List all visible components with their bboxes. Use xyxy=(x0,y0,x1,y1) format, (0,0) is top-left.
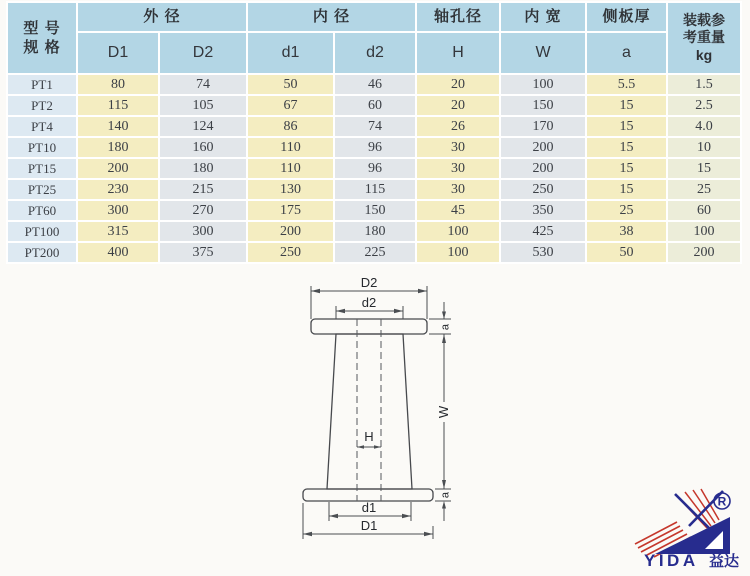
table-row xyxy=(8,201,740,220)
cell-value: 30 xyxy=(417,138,499,157)
cell-value: 1.5 xyxy=(668,75,740,94)
logo-wordmark: YIDA xyxy=(644,551,699,570)
cell-value: 80 xyxy=(78,75,158,94)
cell-model: PT25 xyxy=(8,180,76,199)
header-model-line1: 型 号 xyxy=(23,19,61,37)
cell-value: 200 xyxy=(668,243,740,262)
table-row xyxy=(8,159,740,178)
dim-label-D1: D1 xyxy=(360,518,378,533)
table-row xyxy=(8,243,740,262)
header-load-line3: kg xyxy=(695,46,713,63)
cell-value: 60 xyxy=(335,96,415,115)
subheader-D2: D2 xyxy=(160,33,246,73)
cell-value: 50 xyxy=(587,243,666,262)
cell-model: PT15 xyxy=(8,159,76,178)
cell-value: 300 xyxy=(160,222,246,241)
cell-value: 160 xyxy=(160,138,246,157)
cell-value: 400 xyxy=(78,243,158,262)
subheader-a: a xyxy=(587,33,666,73)
cell-value: 200 xyxy=(78,159,158,178)
table-row xyxy=(8,180,740,199)
cell-value: 45 xyxy=(417,201,499,220)
cell-value: 100 xyxy=(417,243,499,262)
cell-value: 25 xyxy=(587,201,666,220)
cell-value: 300 xyxy=(78,201,158,220)
cell-value: 110 xyxy=(248,159,333,178)
cell-model: PT4 xyxy=(8,117,76,136)
cell-value: 110 xyxy=(248,138,333,157)
cell-value: 180 xyxy=(160,159,246,178)
cell-value: 250 xyxy=(248,243,333,262)
table-row xyxy=(8,117,740,136)
cell-value: 175 xyxy=(248,201,333,220)
cell-value: 225 xyxy=(335,243,415,262)
header-shaft-hole: 轴孔径 xyxy=(417,3,499,31)
cell-value: 100 xyxy=(501,75,585,94)
subheader-d1: d1 xyxy=(248,33,333,73)
header-model-line2: 规 格 xyxy=(23,39,61,56)
cell-value: 74 xyxy=(160,75,246,94)
cell-model: PT100 xyxy=(8,222,76,241)
cell-value: 86 xyxy=(248,117,333,136)
cell-value: 96 xyxy=(335,159,415,178)
cell-value: 10 xyxy=(668,138,740,157)
cell-value: 250 xyxy=(501,180,585,199)
header-inner-width: 内 宽 xyxy=(501,3,585,31)
spool-barrel xyxy=(327,334,412,489)
cell-value: 350 xyxy=(501,201,585,220)
cell-value: 74 xyxy=(335,117,415,136)
cell-value: 15 xyxy=(587,96,666,115)
cell-value: 2.5 xyxy=(668,96,740,115)
header-load-weight xyxy=(668,3,740,73)
subheader-d2: d2 xyxy=(335,33,415,73)
cell-value: 5.5 xyxy=(587,75,666,94)
cell-value: 100 xyxy=(417,222,499,241)
cell-value: 15 xyxy=(587,117,666,136)
dim-label-H: H xyxy=(364,429,374,444)
cell-value: 100 xyxy=(668,222,740,241)
cell-value: 4.0 xyxy=(668,117,740,136)
cell-value: 200 xyxy=(501,159,585,178)
cell-value: 20 xyxy=(417,96,499,115)
cell-value: 150 xyxy=(335,201,415,220)
cell-value: 15 xyxy=(587,159,666,178)
cell-value: 30 xyxy=(417,159,499,178)
registered-mark-letter: R xyxy=(717,494,727,509)
cell-value: 230 xyxy=(78,180,158,199)
header-outer-diameter: 外 径 xyxy=(78,3,246,31)
logo-red-fan xyxy=(677,489,719,528)
cell-model: PT1 xyxy=(8,75,76,94)
cell-value: 200 xyxy=(248,222,333,241)
cell-value: 180 xyxy=(335,222,415,241)
logo-wordmark-cn: 益达 xyxy=(709,553,740,570)
cell-value: 15 xyxy=(668,159,740,178)
cell-value: 67 xyxy=(248,96,333,115)
cell-model: PT2 xyxy=(8,96,76,115)
subheader-H: H xyxy=(417,33,499,73)
table-row xyxy=(8,75,740,94)
cell-value: 38 xyxy=(587,222,666,241)
cell-value: 200 xyxy=(501,138,585,157)
cell-value: 105 xyxy=(160,96,246,115)
table-row xyxy=(8,96,740,115)
dimension-diagram xyxy=(290,274,465,542)
cell-value: 15 xyxy=(587,138,666,157)
cell-model: PT10 xyxy=(8,138,76,157)
cell-value: 170 xyxy=(501,117,585,136)
cell-value: 115 xyxy=(335,180,415,199)
cell-value: 20 xyxy=(417,75,499,94)
table-row xyxy=(8,222,740,241)
dim-label-a-top: a xyxy=(439,323,452,331)
cell-value: 96 xyxy=(335,138,415,157)
cell-value: 425 xyxy=(501,222,585,241)
cell-value: 150 xyxy=(501,96,585,115)
subheader-row xyxy=(8,33,740,73)
cell-value: 115 xyxy=(78,96,158,115)
cell-value: 50 xyxy=(248,75,333,94)
cell-value: 15 xyxy=(587,180,666,199)
subheader-D1: D1 xyxy=(78,33,158,73)
cell-value: 46 xyxy=(335,75,415,94)
spec-table xyxy=(6,1,742,264)
cell-value: 25 xyxy=(668,180,740,199)
cell-value: 375 xyxy=(160,243,246,262)
spec-table-body xyxy=(8,75,740,262)
cell-value: 215 xyxy=(160,180,246,199)
yida-logo xyxy=(633,486,747,570)
subheader-W: W xyxy=(501,33,585,73)
cell-value: 530 xyxy=(501,243,585,262)
cell-model: PT200 xyxy=(8,243,76,262)
header-model xyxy=(8,3,76,73)
table-row xyxy=(8,138,740,157)
spool-top-flange xyxy=(311,319,427,334)
dim-label-D2: D2 xyxy=(360,275,378,290)
cell-value: 124 xyxy=(160,117,246,136)
header-inner-diameter: 内 径 xyxy=(248,3,415,31)
dim-label-d1: d1 xyxy=(361,500,377,515)
cell-value: 130 xyxy=(248,180,333,199)
header-side-plate: 侧板厚 xyxy=(587,3,666,31)
cell-model: PT60 xyxy=(8,201,76,220)
dim-label-W: W xyxy=(436,405,451,419)
cell-value: 270 xyxy=(160,201,246,220)
cell-value: 30 xyxy=(417,180,499,199)
header-load-line2: 考重量 xyxy=(683,29,725,46)
cell-value: 60 xyxy=(668,201,740,220)
dim-label-d2: d2 xyxy=(361,295,377,310)
header-load-line1: 装载参 xyxy=(683,11,725,28)
cell-value: 180 xyxy=(78,138,158,157)
cell-value: 26 xyxy=(417,117,499,136)
dim-label-a-bottom: a xyxy=(439,491,452,499)
cell-value: 315 xyxy=(78,222,158,241)
cell-value: 140 xyxy=(78,117,158,136)
